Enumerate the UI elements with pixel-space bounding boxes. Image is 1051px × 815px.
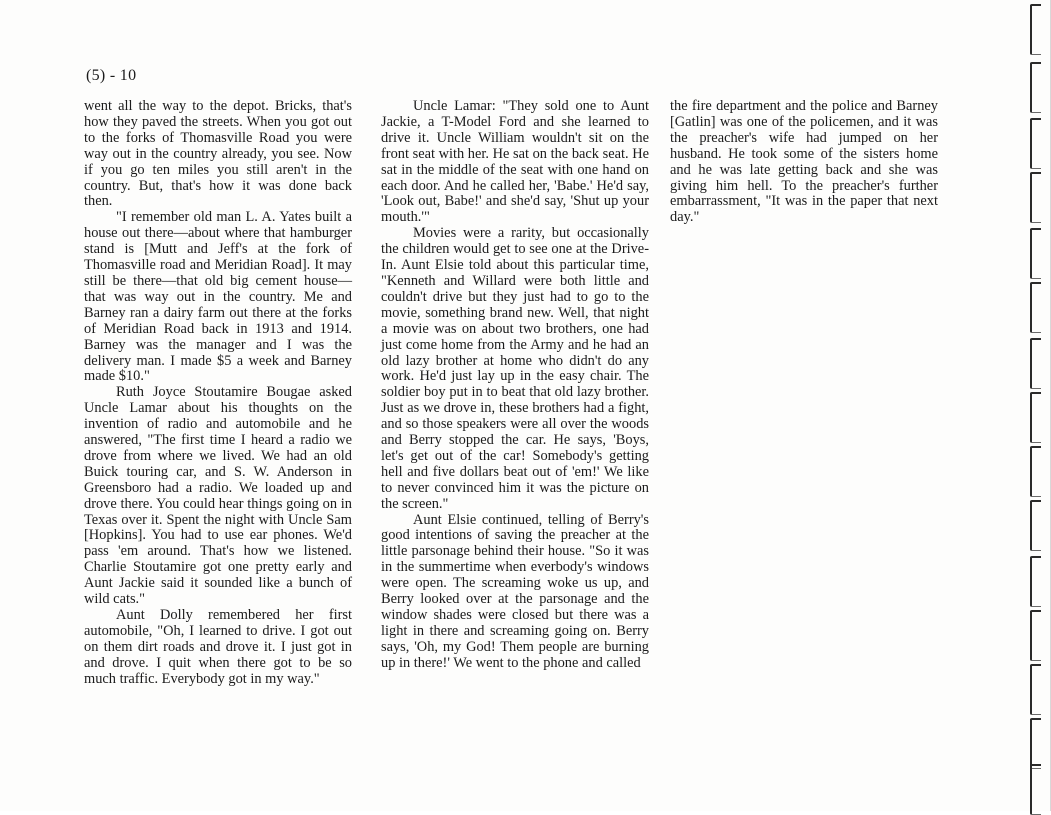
binder-ring-icon [1030,282,1041,333]
binder-ring-icon [1030,118,1041,169]
paragraph: Aunt Elsie continued, telling of Berry's good intentions of saving the preacher at the little parsonage behind their house. "So it was in the summertime when everbody's windows were open. The screaming woke us up, and Berry looked over at the parsonage and the window shades were closed but there was a light in there and screaming going on. Berry says, 'Oh, my God! Them people are burning up in there!' We went to the phone and called [381,511,649,671]
paragraph: Ruth Joyce Stoutamire Bougae asked Uncle Lamar about his thoughts on the invention of radio and automobile and he answered, "The first time I heard a radio we drove from where we lived. We had an old Buick touring car, and S. W. Anderson in Greensboro had a radio. We loaded up and drove there. You could hear things going on in Texas over it. Spent the night with Uncle Sam [Hopkins]. You had to use ear phones. We'd pass 'em around. That's how we listened. Charlie Stoutamire got one pretty early and Aunt Jackie said it sounded like a bunch of wild cats." [84,384,352,608]
binder-ring-icon [1030,392,1041,443]
binder-ring-icon [1030,338,1041,389]
paragraph: Aunt Dolly remembered her first automobile, "Oh, I learned to drive. I got out on them dirt roads and drove it. I just got in and drove. I quit when there got to be so much traffic. Everybody got in my way." [84,607,352,687]
binder-ring-icon [1030,500,1041,551]
binder-rings [1023,0,1043,811]
text-column-2 [381,99,649,672]
paragraph: "I remember old man L. A. Yates built a house out there—about where that hamburger stand is [Mutt and Jeff's at the fork of Thomasville road and Meridian Road]. It may still be there—that old big cement house—that was way out in the country. Me and Barney ran a dairy farm out there at the forks of Meridian Road back in 1913 and 1914. Barney was the manager and I was the delivery man. I made $5 a week and Barney made $10." [84,209,352,385]
binder-ring-icon [1030,4,1041,55]
binder-ring-icon [1030,446,1041,497]
paragraph: went all the way to the depot. Bricks, that's how they paved the streets. When you got out to the forks of Thomasville Road you were way out in the country already, you see. Now if you go ten miles you still aren't in the country. But, that's how it was done back then. [84,98,352,210]
binder-ring-icon [1030,610,1041,661]
binder-ring-icon [1030,172,1041,223]
binder-ring-icon [1030,556,1041,607]
page-number: (5) - 10 [86,67,137,84]
paragraph: the fire department and the police and Barney [Gatlin] was one of the policemen, and it was the preacher's wife had jumped on her husband. He took some of the sisters home and he was late getting back and she was giving him hell. To the preacher's further embarrassment, "It was in the paper that next day." [670,98,938,226]
text-column-3 [670,99,938,226]
text-column-1 [84,99,352,688]
paragraph: Uncle Lamar: "They sold one to Aunt Jackie, a T-Model Ford and she learned to drive it. Uncle William wouldn't sit on the front seat with her. He sat on the back seat. He sat in the middle of the seat with one hand on each door. And he called her, 'Babe.' He'd say, 'Look out, Babe!' and she'd say, 'Shut up your mouth.'" [381,98,649,226]
binder-ring-icon [1030,664,1041,715]
binder-ring-icon [1030,62,1041,113]
binder-ring-icon [1030,764,1041,815]
binder-ring-icon [1030,228,1041,279]
binder-ring-icon [1030,718,1041,769]
paragraph: Movies were a rarity, but occasionally the children would get to see one at the Drive-In. Aunt Elsie told about this particular time, "Kenneth and Willard were both little and couldn't drive but they just had to go to the movie, something brand new. Well, that night a movie was on about two brothers, one had just come home from the Army and he had an old lazy brother at home who didn't do any work. He'd just lay up in the easy chair. The soldier boy put in to beat that old lazy brother. Just as we drove in, these brothers had a fight, and so those speakers were all over the woods and Berry stopped the car. He says, 'Boys, let's get out of the car! Somebody's getting hell and five dollars beat out of 'em!' We like to never convinced him it was the picture on the screen." [381,225,649,512]
